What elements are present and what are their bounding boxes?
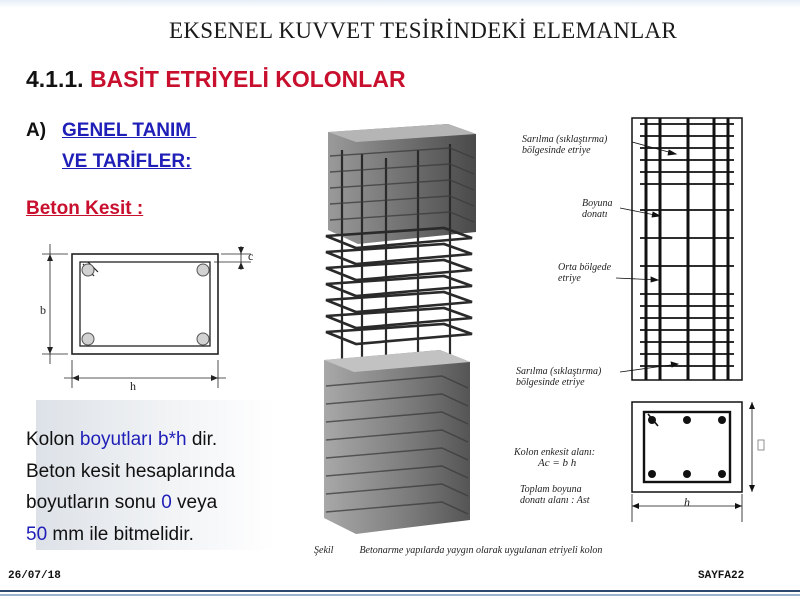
column-section-detail [632,402,764,522]
rebar-top-left [82,264,94,276]
dim-label-h: h [130,379,136,393]
label-dim-h: h [684,495,690,509]
body-text [26,424,235,550]
rebar-bottom-right [197,333,209,345]
concrete-block-top [328,124,476,244]
figure-caption [314,545,602,556]
subsection-title-line2: VE TARİFLER: [62,151,192,172]
footer-rule-light [0,594,800,596]
section-number: 4.1.1. [26,66,84,92]
subsection-title-line1: GENEL TANIM [62,120,197,141]
stirrup-outline [80,262,210,346]
footer-page-number: SAYFA22 [698,570,745,582]
slide-title: EKSENEL KUVVET TESİRİNDEKİ ELEMANLAR [168,18,678,43]
dim-label-c: c [248,249,254,263]
body-line-3: boyutların sonu 0 veya [26,492,218,513]
footer-date: 26/07/18 [8,570,61,582]
dim-label-b: b [40,303,46,317]
body-line-4: 50 mm ile bitmelidir. [26,523,194,545]
section-title: BASİT ETRİYELİ KOLONLAR [89,66,406,92]
column-photo [300,110,500,540]
label-longitudinal-bar: Boyuna donatı [582,198,613,220]
rebar-bottom-left [82,333,94,345]
body-line-2: Beton kesit hesaplarında [26,460,236,482]
top-band [0,0,800,8]
concrete-section-diagram [26,238,266,393]
figure-caption-label: Şekil [314,545,334,556]
column-elevation [632,118,742,380]
label-mid-zone-stirrup: Orta bölgede etriye [558,262,612,284]
figure-caption-text: Betonarme yapılarda yaygın olarak uygulanan etriyeli kolon [359,545,603,556]
body-line-1: Kolon boyutları b*h dir. [26,429,218,450]
label-total-bar-area: Toplam boyuna donatı alanı : Ast [520,484,590,506]
label-top-confinement: Sarılma (sıklaştırma) bölgesinde etriye [522,134,608,156]
footer-rule-dark [0,590,800,592]
rebar-top-right [197,264,209,276]
label-bottom-confinement: Sarılma (sıklaştırma) bölgesinde etriye [516,366,602,388]
beton-kesit-label: Beton Kesit : [26,198,144,219]
section-heading [26,66,406,93]
subsection-marker: A) [26,120,47,141]
label-section-area: Kolon enkesit alanı: Ac = b h [514,447,596,469]
